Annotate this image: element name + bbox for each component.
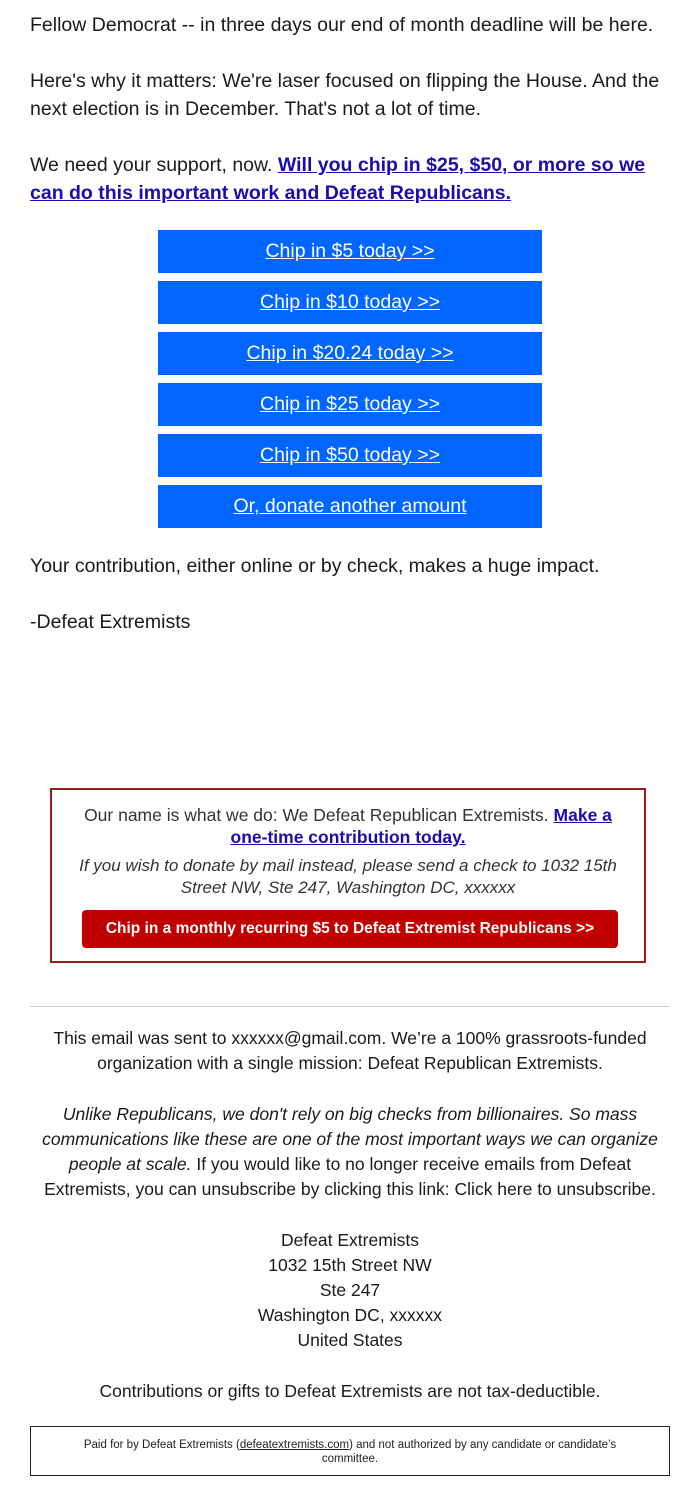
intro-paragraph-3 bbox=[30, 151, 670, 207]
chip-in-25-button[interactable]: Chip in $25 today >> bbox=[158, 383, 542, 426]
one-time-contribution-link[interactable]: Make a one-time contribution today. bbox=[230, 805, 612, 847]
impact-text: Your contribution, either online or by check, makes a huge impact. bbox=[30, 555, 600, 577]
chip-in-5-button[interactable]: Chip in $5 today >> bbox=[158, 230, 542, 273]
chip-in-20-24-button[interactable]: Chip in $20.24 today >> bbox=[158, 332, 542, 375]
address-line: United States bbox=[297, 1330, 403, 1350]
intro-paragraph-1: Fellow Democrat -- in three days our end of month deadline will be here. bbox=[30, 14, 654, 36]
box-intro-text: Our name is what we do: We Defeat Republican Extremists. bbox=[84, 805, 549, 825]
intro-lead-text: We need your support, now. bbox=[30, 154, 273, 176]
address-line: Washington DC, xxxxxx bbox=[257, 1305, 443, 1325]
mailing-address bbox=[30, 1228, 670, 1353]
chip-in-10-button[interactable]: Chip in $10 today >> bbox=[158, 281, 542, 324]
chip-in-link[interactable]: Will you chip in $25, $50, or more so we can do this important work and Defeat Republicans. bbox=[30, 154, 646, 204]
chip-in-50-button[interactable]: Chip in $50 today >> bbox=[158, 434, 542, 477]
donation-box bbox=[50, 788, 646, 963]
unsubscribe-paragraph bbox=[30, 1102, 670, 1202]
box-intro bbox=[72, 804, 624, 848]
unsubscribe-text[interactable]: If you would like to no longer receive emails from Defeat Extremists, you can unsubscribe by clicking this link: Click here to unsubscribe. bbox=[44, 1154, 656, 1199]
mail-donation-note: If you wish to donate by mail instead, please send a check to 1032 15th Street NW, Ste 247, Washington DC, xxxxxx bbox=[79, 856, 617, 897]
paid-prefix: Paid for by Defeat Extremists ( bbox=[83, 1439, 240, 1451]
website-link[interactable]: defeatextremists.com bbox=[239, 1439, 350, 1451]
footer-divider bbox=[30, 1006, 670, 1007]
intro-paragraph-2: Here's why it matters: We're laser focused on flipping the House. And the next election is in December. That's not a lot of time. bbox=[30, 70, 660, 120]
paid-suffix: ) and not authorized by any candidate or candidate’s committee. bbox=[321, 1439, 617, 1465]
address-line: Ste 247 bbox=[319, 1280, 381, 1300]
paid-for-disclaimer bbox=[30, 1426, 670, 1476]
address-line: Defeat Extremists bbox=[280, 1230, 420, 1250]
donate-other-amount-button[interactable]: Or, donate another amount bbox=[158, 485, 542, 528]
signature: -Defeat Extremists bbox=[30, 611, 191, 633]
tax-notice: Contributions or gifts to Defeat Extremists are not tax-deductible. bbox=[99, 1381, 601, 1401]
address-line: 1032 15th Street NW bbox=[268, 1255, 432, 1275]
sent-to-text: This email was sent to xxxxxx@gmail.com. We’re a 100% grassroots-funded organization with a single mission: Defeat Republican Extremists. bbox=[53, 1028, 647, 1073]
monthly-recurring-button[interactable]: Chip in a monthly recurring $5 to Defeat Extremist Republicans >> bbox=[82, 910, 618, 948]
billionaires-note: Unlike Republicans, we don't rely on big checks from billionaires. So mass communications like these are one of the most important ways we can organize people at scale. bbox=[42, 1104, 658, 1174]
